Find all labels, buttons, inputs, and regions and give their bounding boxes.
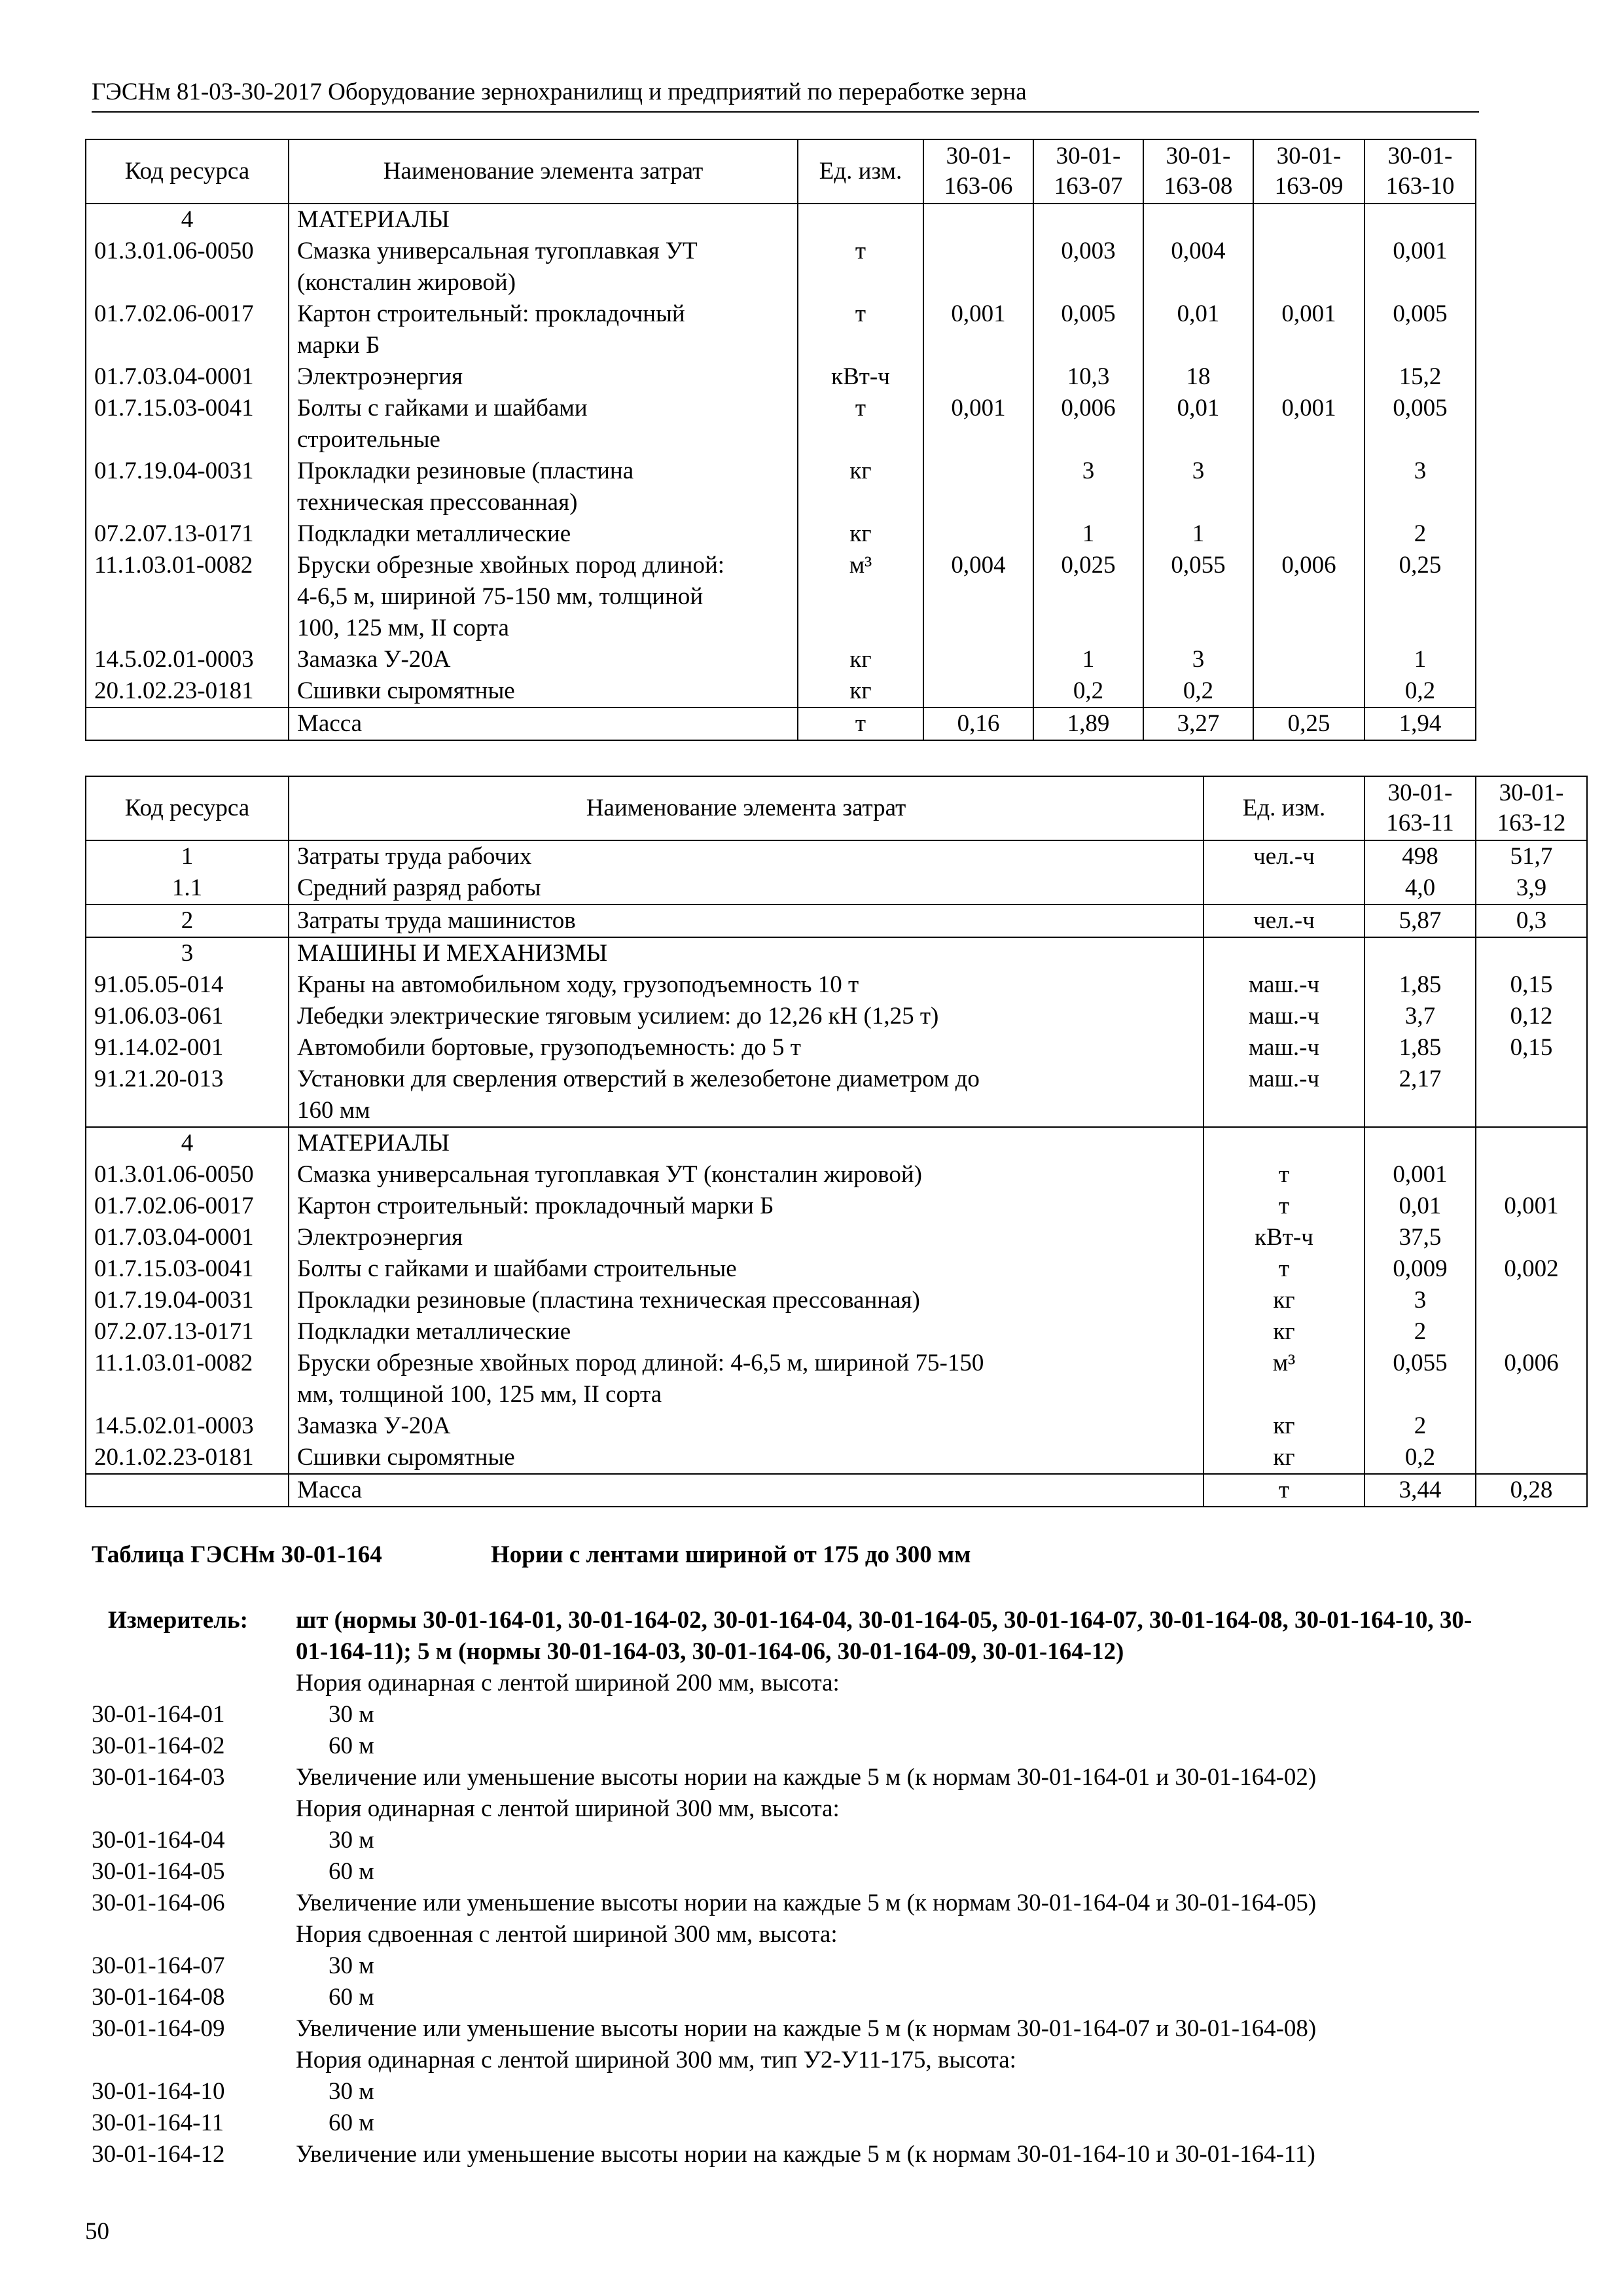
row-code: 01.7.15.03-0041 bbox=[86, 1253, 289, 1285]
norm-text: Нория одинарная с лентой шириной 200 мм, высота: bbox=[296, 1670, 840, 1696]
row-name: Подкладки металлические bbox=[289, 518, 798, 550]
table-label: Таблица ГЭСНм 30-01-164 bbox=[92, 1541, 382, 1568]
row-unit: кг bbox=[1204, 1410, 1364, 1442]
row-unit: т bbox=[798, 393, 923, 456]
row-unit bbox=[1204, 872, 1364, 905]
row-code: 01.7.19.04-0031 bbox=[86, 1285, 289, 1316]
row-code: 91.05.05-014 bbox=[86, 969, 289, 1001]
table-row bbox=[86, 1064, 1587, 1127]
mass-value: 0,16 bbox=[923, 708, 1033, 740]
norm-text: Нория одинарная с лентой шириной 300 мм, высота: bbox=[296, 1795, 840, 1822]
row-name: Замазка У-20А bbox=[289, 1410, 1204, 1442]
table-row bbox=[86, 1348, 1587, 1410]
row-value bbox=[1476, 1064, 1587, 1127]
row-unit: т bbox=[1204, 1159, 1364, 1191]
row-value: 2 bbox=[1364, 1410, 1476, 1442]
cost-table-163-06-10 bbox=[85, 139, 1476, 741]
row-value: 1,85 bbox=[1364, 1032, 1476, 1064]
mass-value: 3,27 bbox=[1143, 708, 1253, 740]
row-value: 0,3 bbox=[1476, 905, 1587, 937]
row-code: 14.5.02.01-0003 bbox=[86, 644, 289, 675]
row-code: 01.7.02.06-0017 bbox=[86, 1191, 289, 1222]
row-unit: м³ bbox=[798, 550, 923, 644]
row-unit: т bbox=[1204, 1191, 1364, 1222]
col-header: 30-01- 163-08 bbox=[1143, 139, 1253, 204]
row-value: 1 bbox=[1364, 644, 1476, 675]
row-unit: кВт-ч bbox=[1204, 1222, 1364, 1253]
norm-text: 60 м bbox=[329, 2109, 374, 2136]
row-name: Подкладки металлические bbox=[289, 1316, 1204, 1348]
section-title: МАШИНЫ И МЕХАНИЗМЫ bbox=[289, 937, 1204, 969]
norm-text: Нория одинарная с лентой шириной 300 мм, тип У2-У11-175, высота: bbox=[296, 2047, 1016, 2073]
row-code: 91.21.20-013 bbox=[86, 1064, 289, 1127]
row-code: 91.06.03-061 bbox=[86, 1001, 289, 1032]
materials-group bbox=[86, 204, 1476, 708]
col-header: 30-01- 163-12 bbox=[1476, 776, 1587, 840]
row-value: 51,7 bbox=[1476, 840, 1587, 872]
cost-table-163-11-12 bbox=[85, 776, 1588, 1507]
row-value: 0,002 bbox=[1476, 1253, 1587, 1285]
row-value: 3,7 bbox=[1364, 1001, 1476, 1032]
row-code: 1 bbox=[86, 840, 289, 872]
row-unit: кВт-ч bbox=[798, 361, 923, 393]
materials-group bbox=[86, 1127, 1587, 1474]
norm-text: 30 м bbox=[329, 1701, 374, 1728]
row-unit: кг bbox=[798, 518, 923, 550]
row-name: Смазка универсальная тугоплавкая УТ (консталин жировой) bbox=[289, 1159, 1204, 1191]
row-name: Сшивки сыромятные bbox=[289, 1442, 1204, 1474]
table-row bbox=[86, 1253, 1587, 1285]
row-value: 0,005 bbox=[1364, 393, 1476, 456]
row-name: Автомобили бортовые, грузоподъемность: до 5 т bbox=[289, 1032, 1204, 1064]
table-row bbox=[86, 1316, 1587, 1348]
table-row bbox=[86, 1285, 1587, 1316]
row-code: 11.1.03.01-0082 bbox=[86, 1348, 289, 1410]
table-row bbox=[86, 456, 1476, 518]
mass-unit: т bbox=[1204, 1474, 1364, 1507]
row-value bbox=[1253, 675, 1364, 708]
table-row bbox=[86, 518, 1476, 550]
norm-code: 30-01-164-03 bbox=[92, 1764, 225, 1791]
row-name: Краны на автомобильном ходу, грузоподъемность 10 т bbox=[289, 969, 1204, 1001]
row-value bbox=[1476, 1316, 1587, 1348]
row-name: Сшивки сыромятные bbox=[289, 675, 798, 708]
mass-label: Масса bbox=[289, 1474, 1204, 1507]
row-unit: маш.-ч bbox=[1204, 1064, 1364, 1127]
norm-code: 30-01-164-11 bbox=[92, 2109, 224, 2136]
row-value: 0,025 bbox=[1033, 550, 1143, 644]
row-value: 0,2 bbox=[1033, 675, 1143, 708]
table-row bbox=[86, 644, 1476, 675]
table-row bbox=[86, 1001, 1587, 1032]
row-value: 0,15 bbox=[1476, 1032, 1587, 1064]
row-value: 0,01 bbox=[1364, 1191, 1476, 1222]
page-header: ГЭСНм 81-03-30-2017 Оборудование зернохранилищ и предприятий по переработке зерна bbox=[92, 73, 1479, 113]
norm-text: 60 м bbox=[329, 1732, 374, 1759]
table-row bbox=[86, 969, 1587, 1001]
col-header: Ед. изм. bbox=[1204, 776, 1364, 840]
row-name: Болты с гайками и шайбами строительные bbox=[289, 1253, 1204, 1285]
row-unit: маш.-ч bbox=[1204, 1032, 1364, 1064]
table-row bbox=[86, 1159, 1587, 1191]
row-unit: т bbox=[798, 298, 923, 361]
row-unit: м³ bbox=[1204, 1348, 1364, 1410]
row-value: 1 bbox=[1033, 644, 1143, 675]
mass-value: 3,44 bbox=[1364, 1474, 1476, 1507]
row-value: 0,006 bbox=[1253, 550, 1364, 644]
row-value: 0,2 bbox=[1364, 675, 1476, 708]
norm-code: 30-01-164-01 bbox=[92, 1701, 225, 1728]
section-code: 4 bbox=[86, 204, 289, 236]
row-value: 3 bbox=[1033, 456, 1143, 518]
mass-group bbox=[86, 1474, 1587, 1507]
row-value: 0,001 bbox=[923, 393, 1033, 456]
norm-text: 30 м bbox=[329, 1827, 374, 1854]
labor-group bbox=[86, 840, 1587, 905]
norm-code: 30-01-164-12 bbox=[92, 2141, 225, 2168]
row-value: 18 bbox=[1143, 361, 1253, 393]
row-value: 0,055 bbox=[1143, 550, 1253, 644]
row-code: 07.2.07.13-0171 bbox=[86, 1316, 289, 1348]
page-number: 50 bbox=[85, 2218, 109, 2245]
row-value: 3 bbox=[1364, 456, 1476, 518]
table-row bbox=[86, 840, 1587, 872]
row-code: 01.7.15.03-0041 bbox=[86, 393, 289, 456]
row-value: 37,5 bbox=[1364, 1222, 1476, 1253]
table-row bbox=[86, 1222, 1587, 1253]
row-value bbox=[923, 361, 1033, 393]
row-code: 2 bbox=[86, 905, 289, 937]
col-header: Наименование элемента затрат bbox=[289, 139, 798, 204]
norm-text: Увеличение или уменьшение высоты нории на каждые 5 м (к нормам 30-01-164-07 и 30-01-164-08) bbox=[296, 2015, 1317, 2042]
table-row bbox=[86, 1191, 1587, 1222]
row-name: Затраты труда машинистов bbox=[289, 905, 1204, 937]
row-value: 5,87 bbox=[1364, 905, 1476, 937]
row-value bbox=[1253, 361, 1364, 393]
row-value: 0,01 bbox=[1143, 298, 1253, 361]
row-value bbox=[923, 644, 1033, 675]
row-value: 0,01 bbox=[1143, 393, 1253, 456]
col-header: Ед. изм. bbox=[798, 139, 923, 204]
row-code: 07.2.07.13-0171 bbox=[86, 518, 289, 550]
table-row bbox=[86, 905, 1587, 937]
mass-value: 1,89 bbox=[1033, 708, 1143, 740]
machinists-group bbox=[86, 905, 1587, 937]
norm-text: Увеличение или уменьшение высоты нории на каждые 5 м (к нормам 30-01-164-04 и 30-01-164-05) bbox=[296, 1890, 1317, 1916]
row-value: 0,001 bbox=[1364, 1159, 1476, 1191]
section-row bbox=[86, 1127, 1587, 1159]
row-value: 0,001 bbox=[1476, 1191, 1587, 1222]
norm-text: Увеличение или уменьшение высоты нории на каждые 5 м (к нормам 30-01-164-01 и 30-01-164-02) bbox=[296, 1764, 1317, 1791]
row-value bbox=[1476, 1410, 1587, 1442]
mass-value: 1,94 bbox=[1364, 708, 1476, 740]
norm-code: 30-01-164-02 bbox=[92, 1732, 225, 1759]
row-value: 0,004 bbox=[923, 550, 1033, 644]
row-unit: чел.-ч bbox=[1204, 840, 1364, 872]
norm-text: 60 м bbox=[329, 1858, 374, 1885]
row-unit: кг bbox=[798, 675, 923, 708]
table-row bbox=[86, 675, 1476, 708]
row-name: Замазка У-20А bbox=[289, 644, 798, 675]
row-unit: кг bbox=[1204, 1316, 1364, 1348]
col-header: 30-01- 163-10 bbox=[1364, 139, 1476, 204]
mass-value: 0,28 bbox=[1476, 1474, 1587, 1507]
norm-text: Увеличение или уменьшение высоты нории на каждые 5 м (к нормам 30-01-164-10 и 30-01-164-11) bbox=[296, 2141, 1315, 2168]
section-title: Нории с лентами шириной от 175 до 300 мм bbox=[491, 1541, 971, 1568]
row-value bbox=[923, 675, 1033, 708]
norm-text: 60 м bbox=[329, 1984, 374, 2011]
row-code: 91.14.02-001 bbox=[86, 1032, 289, 1064]
row-value: 3,9 bbox=[1476, 872, 1587, 905]
col-header: 30-01- 163-07 bbox=[1033, 139, 1143, 204]
row-value bbox=[1253, 236, 1364, 298]
row-unit: маш.-ч bbox=[1204, 1001, 1364, 1032]
row-value: 0,005 bbox=[1364, 298, 1476, 361]
section-title: МАТЕРИАЛЫ bbox=[289, 1127, 1204, 1159]
row-code: 14.5.02.01-0003 bbox=[86, 1410, 289, 1442]
row-value bbox=[1476, 1285, 1587, 1316]
section-title: МАТЕРИАЛЫ bbox=[289, 204, 798, 236]
row-name: Смазка универсальная тугоплавкая УТ (консталин жировой) bbox=[289, 236, 798, 298]
row-unit: маш.-ч bbox=[1204, 969, 1364, 1001]
col-header: Код ресурса bbox=[86, 776, 289, 840]
row-value: 0,001 bbox=[1253, 393, 1364, 456]
row-code: 01.7.03.04-0001 bbox=[86, 1222, 289, 1253]
row-value: 3 bbox=[1143, 456, 1253, 518]
row-code: 01.7.19.04-0031 bbox=[86, 456, 289, 518]
row-name: Электроэнергия bbox=[289, 1222, 1204, 1253]
row-value: 0,009 bbox=[1364, 1253, 1476, 1285]
col-header: 30-01- 163-11 bbox=[1364, 776, 1476, 840]
row-value: 0,003 bbox=[1033, 236, 1143, 298]
row-unit: кг bbox=[798, 456, 923, 518]
row-value: 498 bbox=[1364, 840, 1476, 872]
norm-code: 30-01-164-07 bbox=[92, 1952, 225, 1979]
measure-label: Измеритель: bbox=[108, 1607, 248, 1634]
row-value: 4,0 bbox=[1364, 872, 1476, 905]
col-header: 30-01- 163-09 bbox=[1253, 139, 1364, 204]
row-value bbox=[923, 236, 1033, 298]
row-code: 01.3.01.06-0050 bbox=[86, 1159, 289, 1191]
row-code: 01.7.03.04-0001 bbox=[86, 361, 289, 393]
machines-group bbox=[86, 937, 1587, 1127]
row-name: Затраты труда рабочих bbox=[289, 840, 1204, 872]
row-value: 0,055 bbox=[1364, 1348, 1476, 1410]
section-row bbox=[86, 937, 1587, 969]
row-value: 15,2 bbox=[1364, 361, 1476, 393]
row-value: 0,001 bbox=[1364, 236, 1476, 298]
section-row bbox=[86, 204, 1476, 236]
row-value bbox=[1476, 1159, 1587, 1191]
row-code: 20.1.02.23-0181 bbox=[86, 1442, 289, 1474]
row-value: 0,2 bbox=[1364, 1442, 1476, 1474]
norm-code: 30-01-164-10 bbox=[92, 2078, 225, 2105]
row-value: 1 bbox=[1143, 518, 1253, 550]
table-row bbox=[86, 1442, 1587, 1474]
row-unit: кг bbox=[1204, 1285, 1364, 1316]
row-code: 1.1 bbox=[86, 872, 289, 905]
row-name: Бруски обрезные хвойных пород длиной: 4-6,5 м, шириной 75-150 мм, толщиной 100, 125 мм, II сорта bbox=[289, 1348, 1204, 1410]
section-code: 4 bbox=[86, 1127, 289, 1159]
row-value: 3 bbox=[1364, 1285, 1476, 1316]
row-name: Электроэнергия bbox=[289, 361, 798, 393]
table-row bbox=[86, 298, 1476, 361]
norm-code: 30-01-164-04 bbox=[92, 1827, 225, 1854]
row-value: 10,3 bbox=[1033, 361, 1143, 393]
norm-text: 30 м bbox=[329, 1952, 374, 1979]
row-value: 0,005 bbox=[1033, 298, 1143, 361]
norm-code: 30-01-164-05 bbox=[92, 1858, 225, 1885]
row-value: 0,006 bbox=[1476, 1348, 1587, 1410]
row-name: Прокладки резиновые (пластина техническая прессованная) bbox=[289, 1285, 1204, 1316]
row-name: Установки для сверления отверстий в железобетоне диаметром до 160 мм bbox=[289, 1064, 1204, 1127]
table-row bbox=[86, 1032, 1587, 1064]
measure-text: шт (нормы 30-01-164-01, 30-01-164-02, 30-01-164-04, 30-01-164-05, 30-01-164-07, 30-01-164-08, 30-01-164-10, 30-01-164-11); 5 м (нормы 30-01-164-03, 30-01-164-06, 30-01-164-09, 30-01-164-12) bbox=[296, 1607, 1472, 1665]
row-value bbox=[923, 456, 1033, 518]
row-value: 0,001 bbox=[923, 298, 1033, 361]
row-unit: т bbox=[798, 236, 923, 298]
row-name: Картон строительный: прокладочный марки Б bbox=[289, 298, 798, 361]
row-name: Картон строительный: прокладочный марки Б bbox=[289, 1191, 1204, 1222]
col-header: 30-01- 163-06 bbox=[923, 139, 1033, 204]
row-unit: чел.-ч bbox=[1204, 905, 1364, 937]
norm-text: Нория сдвоенная с лентой шириной 300 мм, высота: bbox=[296, 1921, 838, 1948]
mass-group bbox=[86, 708, 1476, 740]
row-value bbox=[1253, 456, 1364, 518]
col-header: Наименование элемента затрат bbox=[289, 776, 1204, 840]
norm-code: 30-01-164-06 bbox=[92, 1890, 225, 1916]
row-value: 0,25 bbox=[1364, 550, 1476, 644]
row-value bbox=[1476, 1222, 1587, 1253]
row-value: 0,006 bbox=[1033, 393, 1143, 456]
row-code: 01.3.01.06-0050 bbox=[86, 236, 289, 298]
mass-row bbox=[86, 708, 1476, 740]
row-name: Прокладки резиновые (пластина техническая прессованная) bbox=[289, 456, 798, 518]
section-code: 3 bbox=[86, 937, 289, 969]
table-row bbox=[86, 236, 1476, 298]
norm-code: 30-01-164-08 bbox=[92, 1984, 225, 2011]
row-name: Бруски обрезные хвойных пород длиной: 4-6,5 м, шириной 75-150 мм, толщиной 100, 125 мм, II сорта bbox=[289, 550, 798, 644]
table-row bbox=[86, 1410, 1587, 1442]
row-value: 2 bbox=[1364, 1316, 1476, 1348]
row-value: 3 bbox=[1143, 644, 1253, 675]
row-name: Болты с гайками и шайбами строительные bbox=[289, 393, 798, 456]
row-value: 0,12 bbox=[1476, 1001, 1587, 1032]
norm-text: 30 м bbox=[329, 2078, 374, 2105]
row-unit: кг bbox=[798, 644, 923, 675]
mass-row bbox=[86, 1474, 1587, 1507]
row-value bbox=[923, 518, 1033, 550]
row-value: 0,15 bbox=[1476, 969, 1587, 1001]
row-value bbox=[1253, 644, 1364, 675]
row-value: 1,85 bbox=[1364, 969, 1476, 1001]
row-code: 01.7.02.06-0017 bbox=[86, 298, 289, 361]
row-value: 1 bbox=[1033, 518, 1143, 550]
row-value: 2 bbox=[1364, 518, 1476, 550]
row-value bbox=[1476, 1442, 1587, 1474]
mass-label: Масса bbox=[289, 708, 798, 740]
row-value: 2,17 bbox=[1364, 1064, 1476, 1127]
row-code: 11.1.03.01-0082 bbox=[86, 550, 289, 644]
row-value: 0,2 bbox=[1143, 675, 1253, 708]
mass-unit: т bbox=[798, 708, 923, 740]
table-row bbox=[86, 393, 1476, 456]
row-unit: т bbox=[1204, 1253, 1364, 1285]
table-row bbox=[86, 872, 1587, 905]
mass-value: 0,25 bbox=[1253, 708, 1364, 740]
row-name: Средний разряд работы bbox=[289, 872, 1204, 905]
table-row bbox=[86, 550, 1476, 644]
row-name: Лебедки электрические тяговым усилием: до 12,26 кН (1,25 т) bbox=[289, 1001, 1204, 1032]
norm-code: 30-01-164-09 bbox=[92, 2015, 225, 2042]
row-unit: кг bbox=[1204, 1442, 1364, 1474]
row-value: 0,001 bbox=[1253, 298, 1364, 361]
col-header: Код ресурса bbox=[86, 139, 289, 204]
row-code: 20.1.02.23-0181 bbox=[86, 675, 289, 708]
row-value bbox=[1253, 518, 1364, 550]
table-row bbox=[86, 361, 1476, 393]
row-value: 0,004 bbox=[1143, 236, 1253, 298]
